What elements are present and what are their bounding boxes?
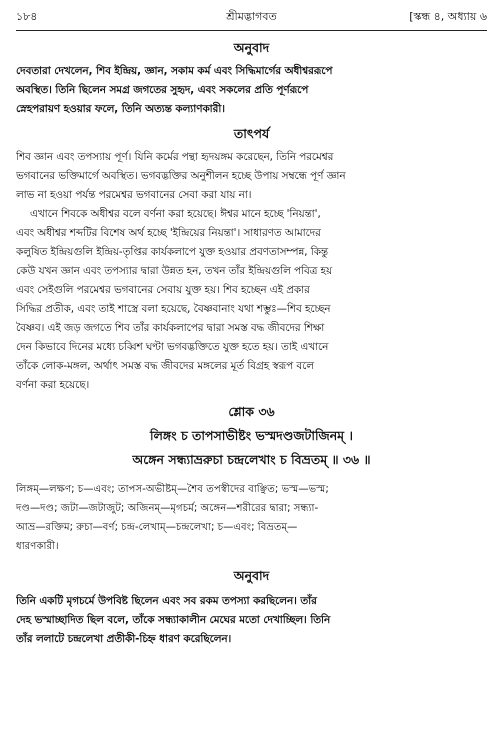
purport-line: লাভ না হওয়া পর্যন্ত পরমেশ্বর ভগবানের সেবা করা যায় না। [16, 189, 252, 201]
translation-line: দেবতারা দেখলেন, শিব ইন্দ্রিয়, জ্ঞান, সকাম কর্ম এবং সিদ্ধিমার্গের অধীশ্বররূপে [16, 65, 333, 77]
chapter-reference: [স্কন্ধ ৪, অধ্যায় ৬ [409, 10, 487, 23]
purport-line: এবং সেইগুলি পরমেশ্বর ভগবানের সেবায় যুক্ত হয়। শিব হচ্ছেন এই প্রকার [16, 284, 310, 296]
purport-line: বৈষ্ণব। এই জড় জগতে শিব তাঁর কার্যকলাপের দ্বারা সমস্ত বদ্ধ জীবদের শিক্ষা [16, 322, 325, 334]
purport-line: কেউ যখন জ্ঞান এবং তপস্যার দ্বারা উন্নত হন, তখন তাঁর ইন্দ্রিয়গুলি পবিত্র হয় [16, 265, 333, 277]
page-header [16, 8, 487, 26]
synonym-line: আভ্র—রক্তিম; রুচা—বর্ণ; চন্দ্র-লেখাম্—চন্দ্রলেখা; চ—এবং; বিভ্রতম্— [16, 522, 298, 533]
purport-line: এবং অধীশ্বর শব্দটির বিশেষ অর্থ হচ্ছে 'ইন্দ্রিয়ের নিয়ন্তা'। সাধারণত আমাদের [16, 227, 321, 239]
translation2-line: তিনি একটি মৃগচর্মে উপবিষ্ট ছিলেন এবং সব রকম তপস্যা করছিলেন। তাঁর [16, 595, 317, 607]
translation2-heading: অনুবাদ [233, 568, 270, 583]
verse-heading: শ্লোক ৩৬ [228, 404, 275, 419]
synonym-line: ধারণকারী। [16, 541, 59, 552]
synonym-line: লিঙ্গম্—লক্ষণ; চ—এবং; তাপস-অভীষ্টম্—শৈব তপস্বীদের বাঞ্ছিত; ভস্ম—ভস্ম; [16, 484, 329, 495]
purport-line: বর্ণনা করা হয়েছে। [16, 379, 90, 391]
purport-line: দেন কিভাবে দিনের মধ্যে চব্বিশ ঘণ্টা ভগবদ্ভক্তিতে যুক্ত হতে হয়। তাই এখানে [16, 341, 329, 353]
translation2-line: দেহ ভস্মাচ্ছাদিত ছিল বলে, তাঁকে সন্ধ্যাকালীন মেঘের মতো দেখাচ্ছিল। তিনি [16, 614, 331, 626]
purport-line: কলুষিত ইন্দ্রিয়গুলি ইন্দ্রিয়-তৃপ্তির কার্যকলাপে যুক্ত হওয়ার প্রবণতাসম্পন্ন, কিন্তু [16, 246, 329, 258]
synonym-line: দণ্ড—দণ্ড; জটা—জটাজুট; অজিনম্—মৃগচর্ম; অঙ্গেন—শরীরের দ্বারা; সন্ধ্যা- [16, 503, 319, 514]
translation-line: অবস্থিত। তিনি ছিলেন সমগ্র জগতের সুহৃদ, এবং সকলের প্রতি পূর্ণরূপে [16, 84, 309, 96]
purport-line: তাঁকে লোক-মঙ্গল, অর্থাৎ সমস্ত বদ্ধ জীবদের মঙ্গলের মূর্ত বিগ্রহ স্বরূপ বলে [16, 360, 314, 372]
page-number: ১৮৪ [16, 10, 38, 23]
purport-line: এখানে শিবকে অধীশ্বর বলে বর্ণনা করা হয়েছে। ঈশ্বর মানে হচ্ছে 'নিয়ন্তা', [30, 208, 321, 220]
translation-heading: অনুবাদ [233, 40, 270, 55]
verse-line: অঙ্গেন সন্ধ্যাভ্ররুচা চন্দ্রলেখাং চ বিভ্রতম্ ॥ ৩৬ ॥ [132, 452, 371, 467]
verse-line: লিঙ্গং চ তাপসাভীষ্টং ভস্মদণ্ডজটাজিনম্ । [150, 428, 353, 443]
header-rule [16, 30, 487, 31]
purport-heading: তাৎপর্য [233, 126, 270, 141]
translation2-line: তাঁর ললাটে চন্দ্রলেখা প্রতীকী-চিহ্ন ধারণ করেছিলেন। [16, 633, 232, 645]
book-title: শ্রীমদ্ভাগবত [226, 10, 277, 23]
purport-line: শিব জ্ঞান এবং তপস্যায় পূর্ণ। যিনি কর্মের পন্থা হৃদয়ঙ্গম করেছেন, তিনি পরমেশ্বর [16, 151, 334, 163]
purport-line: ভগবানের ভক্তিমার্গে অবস্থিত। ভগবদ্ভক্তির অনুশীলন হচ্ছে উপায় সম্বন্ধে পূর্ণ জ্ঞান [16, 170, 346, 182]
purport-line: সিদ্ধির প্রতীক, এবং তাই শাস্ত্রে বলা হয়েছে, বৈষ্ণবানাং যথা শম্ভুঃ—শিব হচ্ছেন [16, 303, 331, 315]
translation-line: স্নেহপরায়ণ হওয়ার ফলে, তিনি অত্যন্ত কল্যাণকারী। [16, 103, 225, 115]
